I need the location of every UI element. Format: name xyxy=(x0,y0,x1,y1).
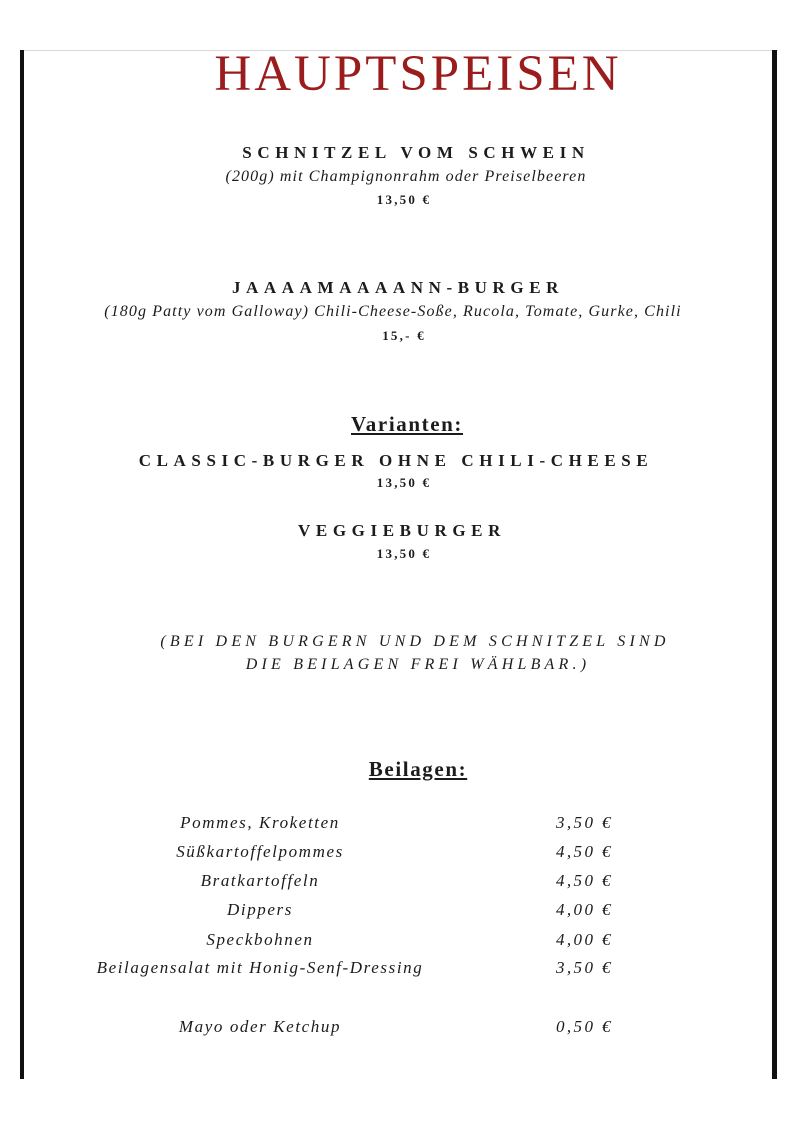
side-price-suesskartoffelpommes: 4,50 € xyxy=(556,842,613,861)
dish-price-schnitzel: 13,50 € xyxy=(376,192,432,207)
variant-price-veggie: 13,50 € xyxy=(376,546,432,561)
variant-name-veggie: VEGGIEBURGER xyxy=(298,521,506,540)
side-name-dippers: Dippers xyxy=(227,900,293,919)
side-price-bratkartoffeln: 4,50 € xyxy=(556,871,613,890)
note-line-2: DIE BEILAGEN FREI WÄHLBAR.) xyxy=(245,656,591,673)
sides-heading: Beilagen: xyxy=(368,757,468,781)
dish-description-schnitzel: (200g) mit Champignonrahm oder Preiselbeeren xyxy=(225,168,587,185)
page-title: HAUPTSPEISEN xyxy=(214,46,622,102)
dish-name-burger: JAAAAMAAAANN-BURGER xyxy=(231,278,565,297)
side-name-bratkartoffeln: Bratkartoffeln xyxy=(200,871,320,890)
side-name-beilagensalat: Beilagensalat mit Honig-Senf-Dressing xyxy=(96,958,424,977)
side-name-suesskartoffelpommes: Süßkartoffelpommes xyxy=(176,842,344,861)
dish-name-schnitzel: SCHNITZEL VOM SCHWEIN xyxy=(242,143,590,162)
note-line-1: (BEI DEN BURGERN UND DEM SCHNITZEL SIND xyxy=(160,633,670,650)
side-price-mayo-ketchup: 0,50 € xyxy=(556,1017,613,1036)
variant-price-classic: 13,50 € xyxy=(376,475,432,490)
side-name-mayo-ketchup: Mayo oder Ketchup xyxy=(178,1017,342,1036)
variants-heading: Varianten: xyxy=(350,412,464,436)
dish-price-burger: 15,- € xyxy=(382,328,426,343)
variant-name-classic: CLASSIC-BURGER OHNE CHILI-CHEESE xyxy=(138,451,654,470)
side-price-speckbohnen: 4,00 € xyxy=(556,930,613,949)
side-price-dippers: 4,00 € xyxy=(556,900,613,919)
dish-description-burger: (180g Patty vom Galloway) Chili-Cheese-Soße, Rucola, Tomate, Gurke, Chili xyxy=(104,303,682,320)
side-name-speckbohnen: Speckbohnen xyxy=(206,930,314,949)
side-name-pommes: Pommes, Kroketten xyxy=(180,813,340,832)
side-price-beilagensalat: 3,50 € xyxy=(556,958,613,977)
side-price-pommes: 3,50 € xyxy=(556,813,613,832)
